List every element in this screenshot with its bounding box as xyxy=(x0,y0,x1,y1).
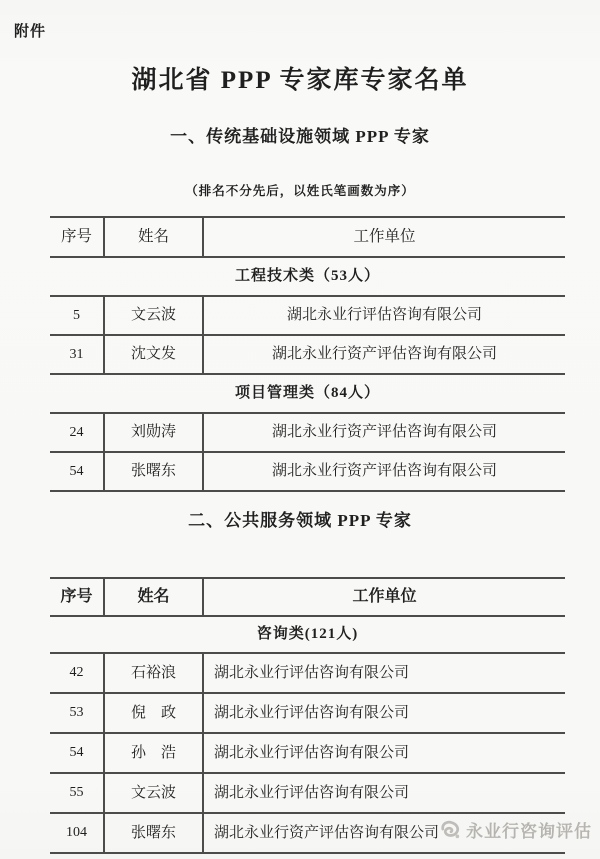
category-label: 咨询类(121人) xyxy=(256,626,359,642)
experts-table-infrastructure xyxy=(50,216,565,492)
name-cell: 张曙东 xyxy=(103,814,202,852)
name-cell: 文云波 xyxy=(103,774,202,812)
seq-cell: 55 xyxy=(69,785,84,800)
table-header-row xyxy=(50,218,565,258)
category-label: 工程技术类（53人） xyxy=(234,268,380,284)
organization-cell: 湖北永业行资产评估咨询有限公司 xyxy=(202,814,565,852)
table-row xyxy=(50,734,565,774)
organization-cell: 湖北永业行评估咨询有限公司 xyxy=(202,774,565,812)
seq-cell: 31 xyxy=(69,346,84,362)
section1-heading: 一、传统基础设施领域 PPP 专家 xyxy=(170,127,430,146)
table-row xyxy=(50,336,565,375)
experts-table-public-service xyxy=(50,577,565,854)
section2-heading: 二、公共服务领域 PPP 专家 xyxy=(188,511,412,530)
name-cell: 石裕浪 xyxy=(103,654,202,692)
seq-cell: 53 xyxy=(69,705,84,720)
category-row xyxy=(50,258,565,297)
organization-cell: 湖北永业行评估咨询有限公司 xyxy=(202,654,565,692)
seq-cell: 5 xyxy=(73,307,80,323)
column-header: 姓名 xyxy=(103,579,202,615)
column-header: 工作单位 xyxy=(202,218,565,256)
organization-cell: 湖北永业行资产评估咨询有限公司 xyxy=(202,336,565,373)
table-row xyxy=(50,297,565,336)
category-label: 项目管理类（84人） xyxy=(234,385,380,401)
table-row xyxy=(50,774,565,814)
category-row xyxy=(50,375,565,414)
name-cell: 倪 政 xyxy=(103,694,202,732)
seq-cell: 42 xyxy=(69,665,84,680)
table-header-row xyxy=(50,579,565,617)
column-header: 序号 xyxy=(60,588,93,605)
table-row xyxy=(50,414,565,453)
seq-cell: 54 xyxy=(69,745,84,760)
table-row xyxy=(50,694,565,734)
yongyehang-logo-icon xyxy=(440,820,462,840)
column-header: 工作单位 xyxy=(202,579,565,615)
name-cell: 孙 浩 xyxy=(103,734,202,772)
page-title: 湖北省 PPP 专家库专家名单 xyxy=(131,67,469,94)
organization-cell: 湖北永业行评估咨询有限公司 xyxy=(202,297,565,334)
organization-cell: 湖北永业行评估咨询有限公司 xyxy=(202,694,565,732)
organization-cell: 湖北永业行评估咨询有限公司 xyxy=(202,734,565,772)
organization-cell: 湖北永业行资产评估咨询有限公司 xyxy=(202,414,565,451)
category-row xyxy=(50,617,565,654)
sort-order-note: （排名不分先后，以姓氏笔画数为序） xyxy=(185,184,415,198)
name-cell: 刘勋涛 xyxy=(103,414,202,451)
name-cell: 文云波 xyxy=(103,297,202,334)
seq-cell: 24 xyxy=(69,424,84,440)
name-cell: 张曙东 xyxy=(103,453,202,490)
watermark-text: 永业行咨询评估 xyxy=(466,822,592,841)
column-header: 序号 xyxy=(60,228,92,246)
seq-cell: 54 xyxy=(69,463,84,479)
attachment-label: 附件 xyxy=(14,24,47,40)
table-row xyxy=(50,654,565,694)
name-cell: 沈文发 xyxy=(103,336,202,373)
seq-cell: 104 xyxy=(66,825,87,840)
column-header: 姓名 xyxy=(103,218,202,256)
watermark xyxy=(440,817,592,842)
organization-cell: 湖北永业行资产评估咨询有限公司 xyxy=(202,453,565,490)
table-row xyxy=(50,453,565,492)
